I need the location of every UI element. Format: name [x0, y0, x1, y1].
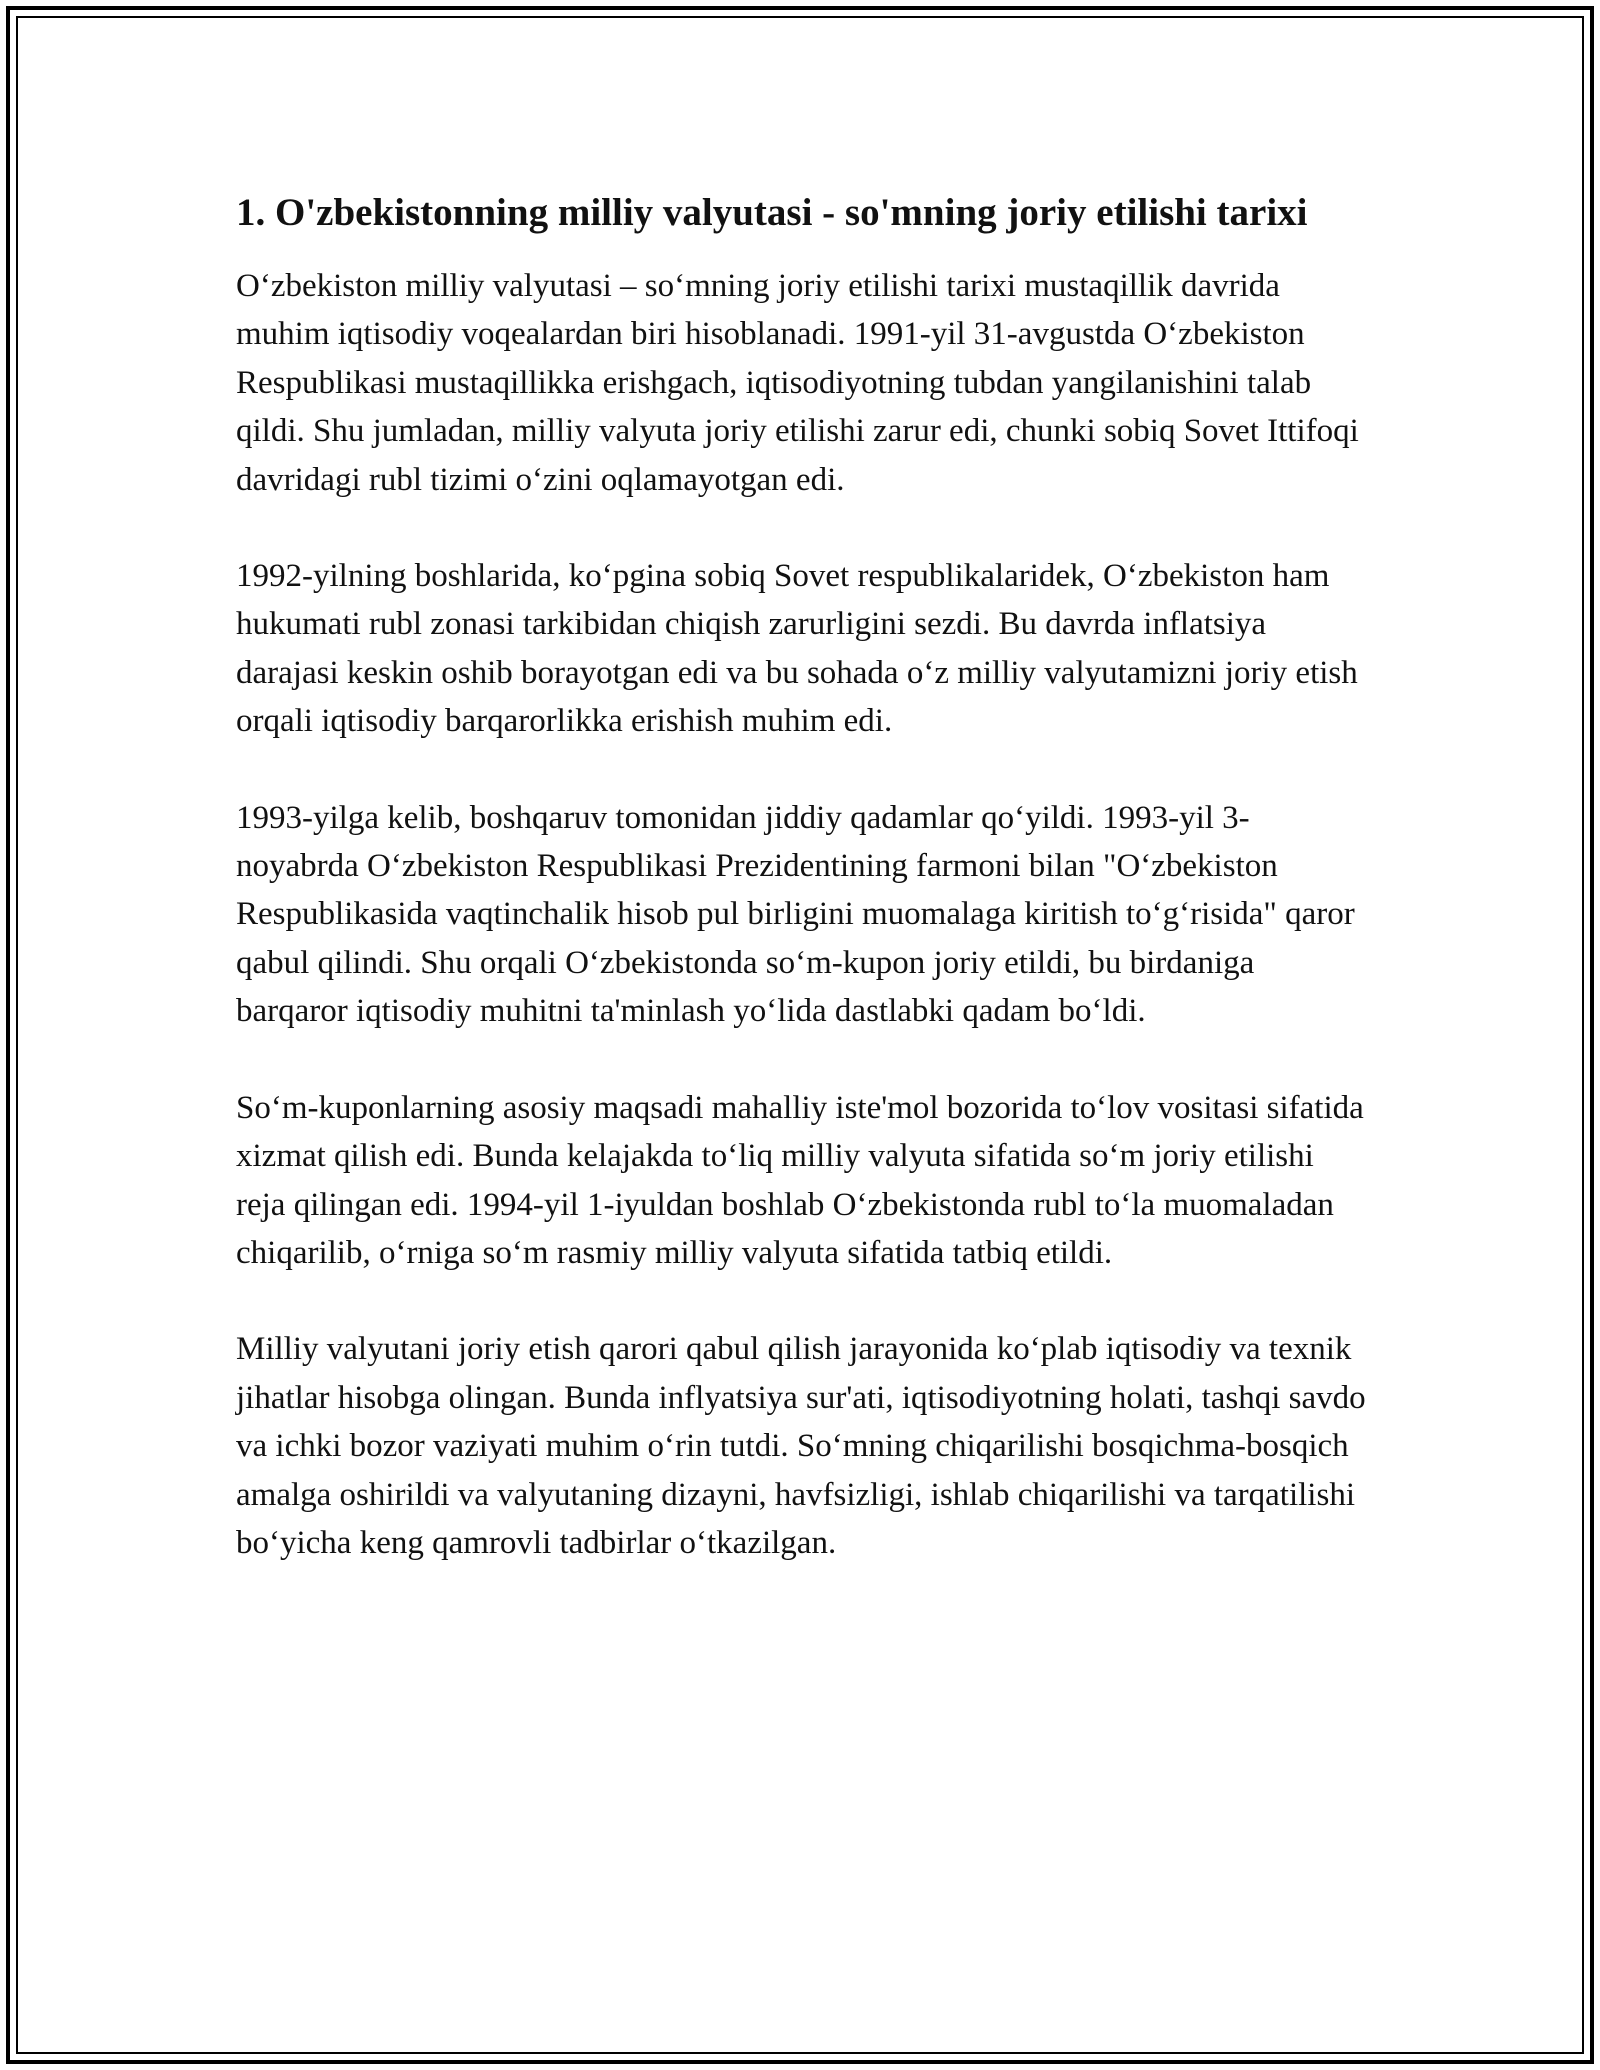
- paragraph-4: So‘m-kuponlarning asosiy maqsadi mahalliy iste'mol bozorida to‘lov vositasi sifatida xizmat qilish edi. Bunda kelajakda to‘liq milliy valyuta sifatida so‘m joriy etilishi reja qilingan edi. 1994-yil 1-iyuldan boshlab O‘zbekistonda rubl to‘la muomaladan chiqarilib, o‘rniga so‘m rasmiy milliy valyuta sifatida tatbiq etildi.: [236, 1089, 1364, 1271]
- document-body: [236, 186, 1366, 1615]
- paragraph-2: 1992-yilning boshlarida, ko‘pgina sobiq Sovet respublikalaridek, O‘zbekiston ham hukumati rubl zonasi tarkibidan chiqish zarurligini sezdi. Bu davrda inflatsiya darajasi keskin oshib borayotgan edi va bu sohada o‘z milliy valyutamizni joriy etish orqali iqtisodiy barqarorlikka erishish muhim edi.: [236, 558, 1358, 740]
- paragraph-1: O‘zbekiston milliy valyutasi – so‘mning joriy etilishi tarixi mustaqillik davrida muhim iqtisodiy voqealardan biri hisoblanadi. 1991-yil 31-avgustda O‘zbekiston Respublikasi mustaqillikka erishgach, iqtisodiyotning tubdan yangilanishini talab qildi. Shu jumladan, milliy valyuta joriy etilishi zarur edi, chunki sobiq Sovet Ittifoqi davridagi rubl tizimi o‘zini oqlamayotgan edi.: [236, 268, 1359, 498]
- section-heading: 1. O'zbekistonning milliy valyutasi - so'mning joriy etilishi tarixi: [236, 191, 1308, 234]
- paragraph-5: Milliy valyutani joriy etish qarori qabul qilish jarayonida ko‘plab iqtisodiy va texnik jihatlar hisobga olingan. Bunda inflyatsiya sur'ati, iqtisodiyotning holati, tashqi savdo va ichki bozor vaziyati muhim o‘rin tutdi. So‘mning chiqarilishi bosqichma-bosqich amalga oshirildi va valyutaning dizayni, havfsizligi, ishlab chiqarilishi va tarqatilishi bo‘yicha keng qamrovli tadbirlar o‘tkazilgan.: [236, 1331, 1366, 1561]
- paragraph-3: 1993-yilga kelib, boshqaruv tomonidan jiddiy qadamlar qo‘yildi. 1993-yil 3-noyabrda O‘zbekiston Respublikasi Prezidentining farmoni bilan "O‘zbekiston Respublikasida vaqtinchalik hisob pul birligini muomalaga kiritish to‘g‘risida" qaror qabul qilindi. Shu orqali O‘zbekistonda so‘m-kupon joriy etildi, bu birdaniga barqaror iqtisodiy muhitni ta'minlash yo‘lida dastlabki qadam bo‘ldi.: [236, 799, 1355, 1030]
